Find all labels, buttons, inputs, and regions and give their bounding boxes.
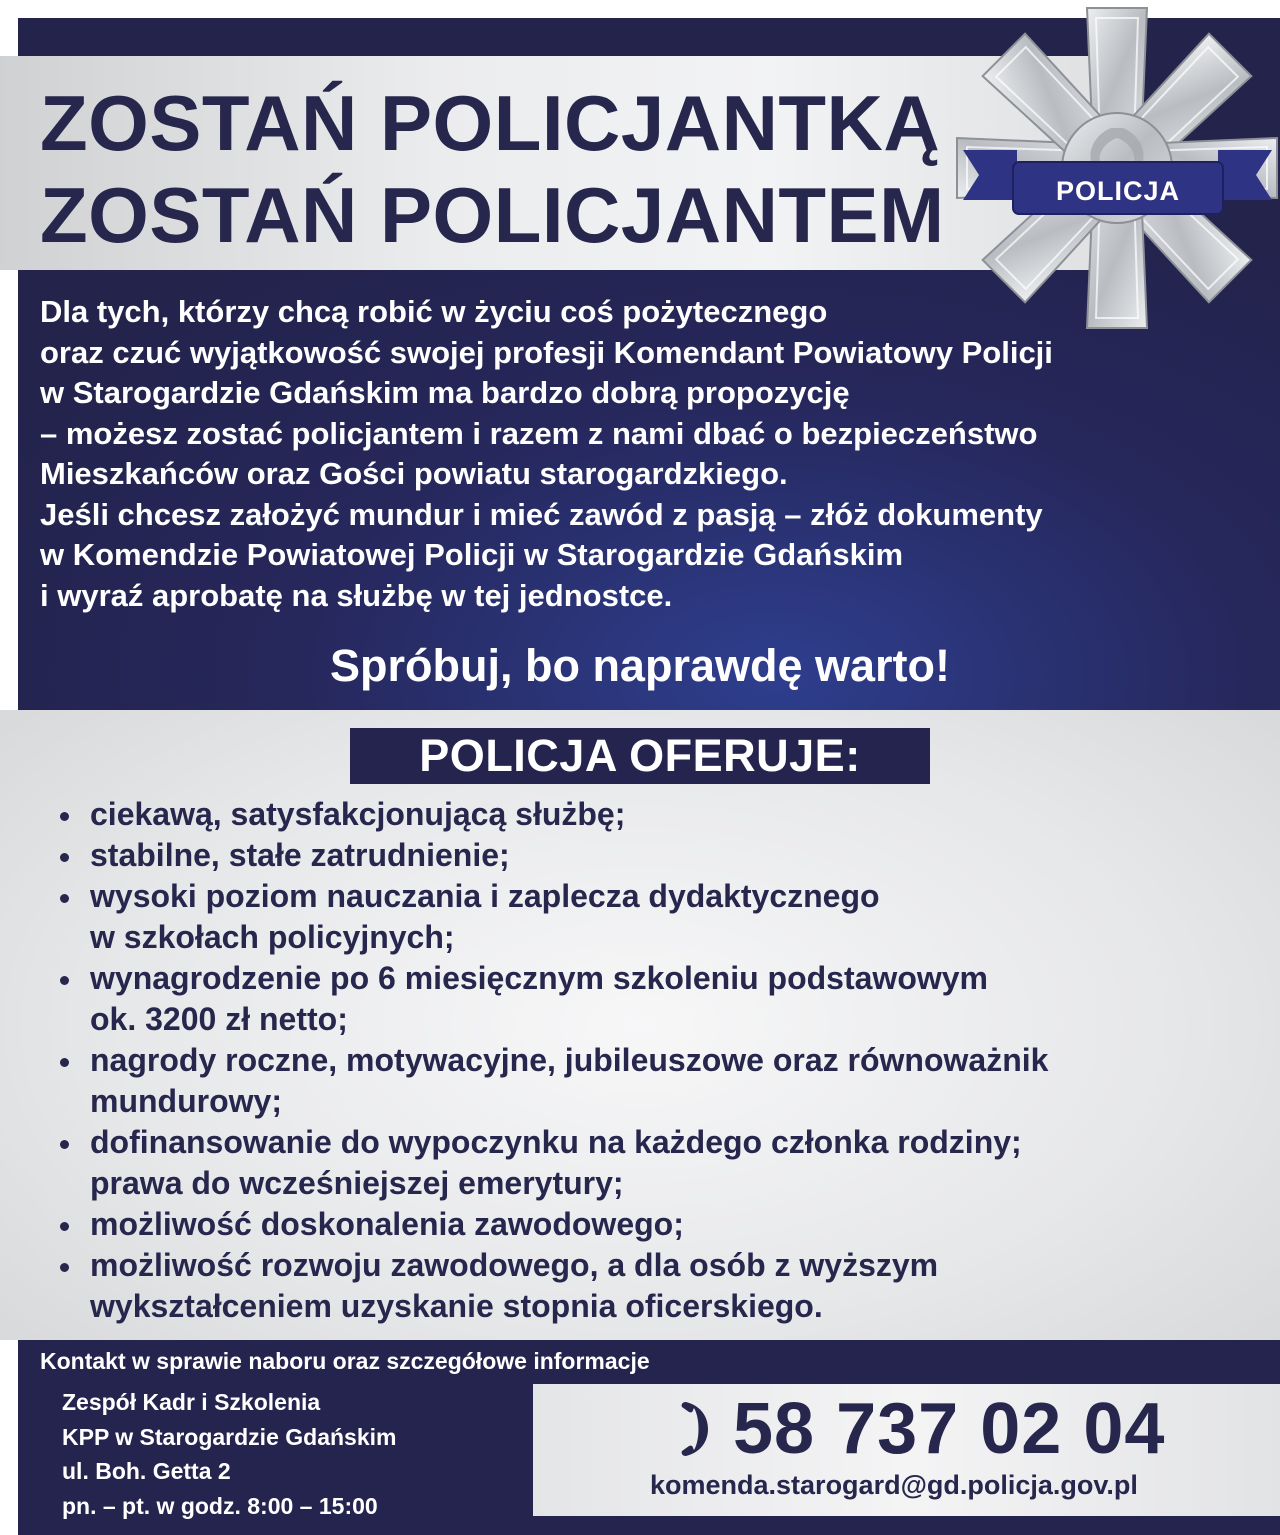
- office-hours: pn. – pt. w godz. 8:00 – 15:00: [62, 1492, 378, 1519]
- intro-text: Dla tych, którzy chcą robić w życiu coś pożytecznego oraz czuć wyjątkowość swojej profesji Komendant Powiatowy Policji w Starogardzie Gdańskim ma bardzo dobrą propozycję – możesz zostać policjantem i razem z nami dbać o bezpieczeństwo Mieszkańców oraz Gości powiatu starogardzkiego. Jeśli chcesz założyć mundur i mieć zawód z pasją – złóż dokumenty w Komendzie Powiatowej Policji w Starogardzie Gdańskim i wyraź aprobatę na służbę w tej jednostce.: [40, 294, 1053, 613]
- offer-item-text: stabilne, stałe zatrudnienie;: [90, 837, 510, 873]
- address-line: KPP w Starogardzie Gdańskim: [62, 1423, 397, 1450]
- bullet-dot-icon: [60, 1140, 69, 1149]
- offer-item-text: ciekawą, satysfakcjonującą służbę;: [90, 796, 626, 832]
- list-item: [58, 1245, 1258, 1327]
- offer-list: [58, 794, 1258, 1327]
- contact-heading: Kontakt w sprawie naboru oraz szczegółowe informacje: [40, 1348, 650, 1374]
- list-item: [58, 958, 1258, 1040]
- offer-item-text: wynagrodzenie po 6 miesięcznym szkoleniu podstawowym ok. 3200 zł netto;: [90, 960, 988, 1037]
- bullet-dot-icon: [60, 853, 69, 862]
- list-item: [58, 876, 1258, 958]
- offer-item-text: dofinansowanie do wypoczynku na każdego członka rodziny; prawa do wcześniejszej emerytury;: [90, 1124, 1022, 1201]
- phone-number[interactable]: 58 737 02 04: [733, 1389, 1166, 1469]
- offer-item-text: możliwość rozwoju zawodowego, a dla osób z wyższym wykształceniem uzyskanie stopnia oficerskiego.: [90, 1247, 939, 1324]
- headline-line-2: ZOSTAŃ POLICJANTEM: [40, 171, 945, 259]
- headline-line-1: ZOSTAŃ POLICJANTKĄ: [40, 79, 941, 167]
- bullet-dot-icon: [60, 812, 69, 821]
- address-line: ul. Boh. Getta 2: [62, 1458, 231, 1484]
- email-link[interactable]: komenda.starogard@gd.policja.gov.pl: [650, 1470, 1138, 1500]
- bullet-dot-icon: [60, 1263, 69, 1272]
- bullet-dot-icon: [60, 976, 69, 985]
- police-star-badge-icon: [955, 0, 1280, 335]
- list-item: [58, 1122, 1258, 1204]
- badge-label: POLICJA: [1055, 176, 1181, 206]
- bullet-dot-icon: [60, 894, 69, 903]
- slogan: Spróbuj, bo naprawdę warto!: [329, 640, 951, 691]
- address-line: Zespół Kadr i Szkolenia: [62, 1389, 321, 1415]
- list-item: [58, 1204, 1258, 1245]
- bullet-dot-icon: [60, 1222, 69, 1231]
- phone-handset-icon: [680, 1400, 710, 1458]
- offer-item-text: wysoki poziom nauczania i zaplecza dydaktycznego w szkołach policyjnych;: [90, 878, 880, 955]
- contact-address: [62, 1385, 396, 1523]
- list-item: [58, 1040, 1258, 1122]
- offer-heading: POLICJA OFERUJE:: [350, 728, 930, 784]
- list-item: [58, 835, 1258, 876]
- offer-item-text: możliwość doskonalenia zawodowego;: [90, 1206, 684, 1242]
- bullet-dot-icon: [60, 1058, 69, 1067]
- offer-item-text: nagrody roczne, motywacyjne, jubileuszowe oraz równoważnik mundurowy;: [90, 1042, 1049, 1119]
- list-item: [58, 794, 1258, 835]
